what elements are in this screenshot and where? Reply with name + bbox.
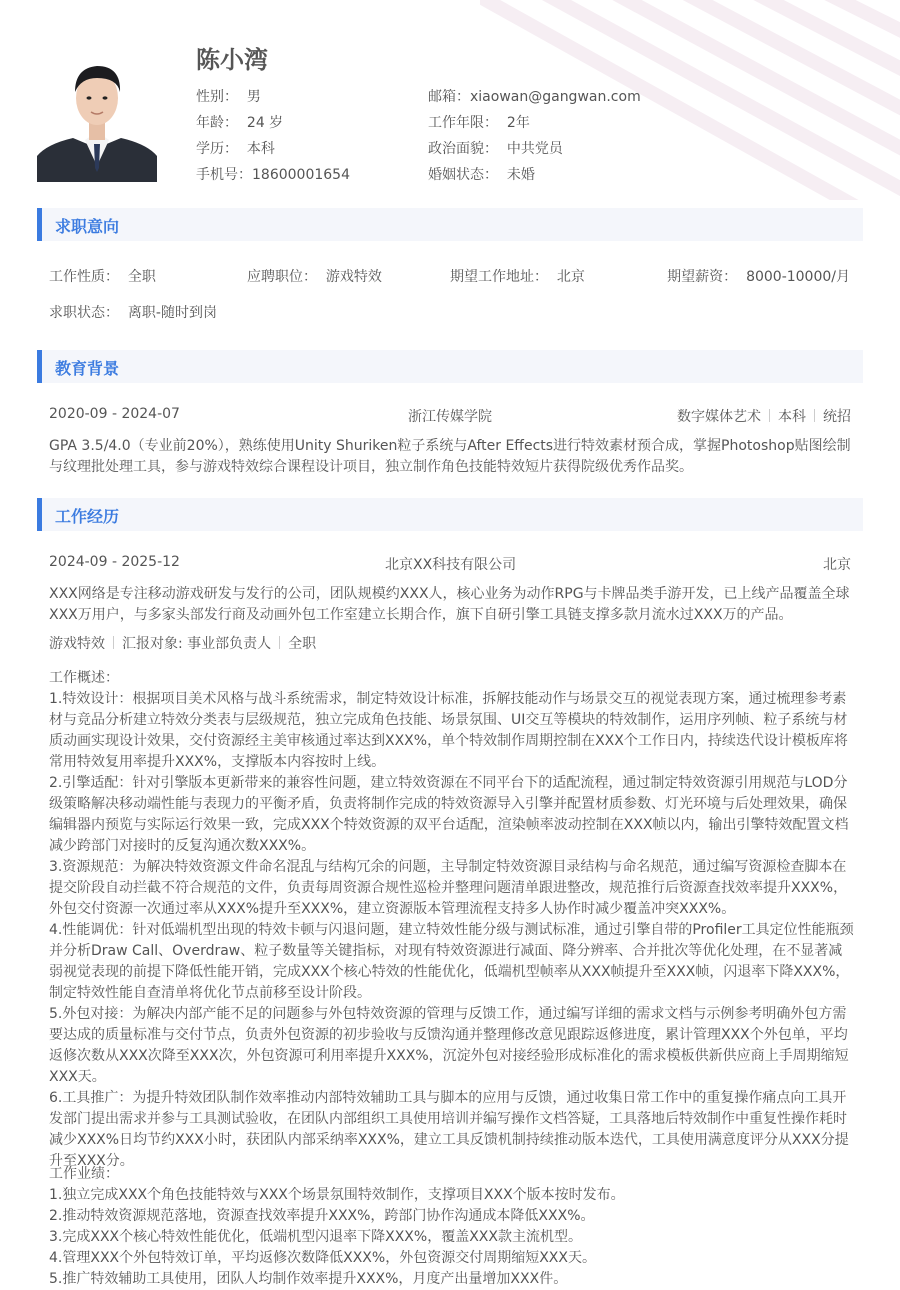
- work-type: 全职: [288, 636, 317, 652]
- work-role: 游戏特效: [49, 636, 105, 652]
- overview-item: 1.特效设计：根据项目美术风格与战斗系统需求，制定特效设计标准，拆解技能动作与场景交互的视觉表现方案，通过梳理参考素材与竞品分析建立特效分类表与层级规范，独立完成角色技能、场景氛围、UI交互等模块的特效制作，运用序列帧、粒子系统与材质动画实现设计效果，交付资源经主美审核通过率达到XXX%，单个特效制作周期控制在XXX个工作日内，持续迭代设计模板库将常用特效复用率提升XXX%，支撑版本内容按时上线。: [49, 691, 848, 770]
- divider: [279, 636, 280, 649]
- info-years: 工作年限： 2年: [428, 115, 530, 131]
- edu-school: 浙江传媒学院: [408, 409, 492, 425]
- result-item: 2.推动特效资源规范落地，资源查找效率提升XXX%，跨部门协作沟通成本降低XXX%。: [49, 1208, 595, 1224]
- work-tags: [49, 633, 316, 653]
- intent-nature: 工作性质： 全职: [49, 269, 156, 285]
- edu-degree: 本科: [778, 409, 806, 425]
- section-header-work: [37, 498, 863, 531]
- work-results: [49, 1164, 854, 1290]
- result-item: 1.独立完成XXX个角色技能特效与XXX个场景氛围特效制作，支撑项目XXX个版本按时发布。: [49, 1187, 625, 1203]
- overview-item: 5.外包对接：为解决内部产能不足的问题参与外包特效资源的管理与反馈工作，通过编写详细的需求文档与示例参考明确外包方需要达成的质量标准与交付节点，负责外包资源的初步验收与反馈沟通并整理修改意见跟踪返修进度，累计管理XXX个外包单，平均返修次数从XXX次降至XXX次，外包资源可利用率提升XXX%，沉淀外包对接经验形成标准化的需求模板供新供应商上手周期缩短XXX天。: [49, 1006, 849, 1085]
- work-company: 北京XX科技有限公司: [385, 557, 517, 573]
- intent-salary: 期望薪资： 8000-10000/月: [667, 269, 850, 285]
- intent-position: 应聘职位： 游戏特效: [247, 269, 382, 285]
- info-gender: 性别： 男: [196, 89, 261, 105]
- info-politics: 政治面貌： 中共党员: [428, 141, 563, 157]
- result-item: 5.推广特效辅助工具使用，团队人均制作效率提升XXX%，月度产出量增加XXX件。: [49, 1271, 568, 1287]
- divider: [113, 636, 114, 649]
- result-item: 3.完成XXX个核心特效性能优化，低端机型闪退率下降XXX%，覆盖XXX款主流机型。: [49, 1229, 582, 1245]
- intent-status: 求职状态： 离职-随时到岗: [49, 305, 217, 321]
- info-phone: 手机号：18600001654: [196, 167, 350, 183]
- work-city: 北京: [823, 557, 851, 573]
- edu-meta: [677, 406, 851, 426]
- section-title: 教育背景: [55, 359, 120, 378]
- divider: [814, 409, 815, 422]
- edu-description: GPA 3.5/4.0（专业前20%），熟练使用Unity Shuriken粒子系统与After Effects进行特效素材预合成，掌握Photoshop贴图绘制与纹理批处理工具，参与游戏特效综合课程设计项目，独立制作角色技能特效短片获得院级优秀作品奖。: [49, 438, 851, 475]
- divider: [769, 409, 770, 422]
- info-age: 年龄： 24 岁: [196, 115, 284, 131]
- overview-item: 2.引擎适配：针对引擎版本更新带来的兼容性问题，建立特效资源在不同平台下的适配流程，通过制定特效资源引用规范与LOD分级策略解决移动端性能与表现力的平衡矛盾，负责将制作完成的特效资源导入引擎并配置材质参数、灯光环境与后处理效果，确保编辑器内预览与实际运行效果一致，完成XXX个特效资源的双平台适配，渲染帧率波动控制在XXX帧以内，输出引擎特效配置文档减少跨部门对接时的反复沟通次数XXX%。: [49, 775, 849, 854]
- work-overview: [49, 668, 854, 1172]
- section-header-education: [37, 350, 863, 383]
- edu-type: 统招: [823, 409, 851, 425]
- overview-item: 4.性能调优：针对低端机型出现的特效卡顿与闪退问题，建立特效性能分级与测试标准，通过引擎自带的Profiler工具定位性能瓶颈并分析Draw Call、Overdraw、粒子数量等关键指标，对现有特效资源进行减面、降分辨率、合并批次等优化处理，在不显著减弱视觉表现的前提下降低性能开销，完成XXX个核心特效的性能优化，低端机型帧率从XXX帧提升至XXX帧，闪退率下降XXX%，制定特效性能自查清单将优化节点前移至设计阶段。: [49, 922, 854, 1001]
- info-education: 学历： 本科: [196, 141, 275, 157]
- section-header-intent: [37, 208, 863, 241]
- section-accent-bar: [37, 208, 42, 241]
- intent-location: 期望工作地址： 北京: [450, 269, 585, 285]
- company-description: XXX网络是专注移动游戏研发与发行的公司，团队规模约XXX人，核心业务为动作RPG与卡牌品类手游开发，已上线产品覆盖全球XXX万用户，与多家头部发行商及动画外包工作室建立长期合作，旗下自研引擎工具链支撑多款月流水过XXX万的产品。: [49, 586, 850, 623]
- results-title: 工作业绩：: [49, 1166, 119, 1182]
- section-accent-bar: [37, 350, 42, 383]
- overview-title: 工作概述：: [49, 670, 119, 686]
- info-marital: 婚姻状态： 未婚: [428, 167, 535, 183]
- overview-item: 3.资源规范：为解决特效资源文件命名混乱与结构冗余的问题，主导制定特效资源目录结构与命名规范，通过编写资源检查脚本在提交阶段自动拦截不符合规范的文件，负责每周资源合规性巡检并整理问题清单跟进整改，规范推行后资源查找效率提升XXX%，外包交付资源一次通过率从XXX%提升至XXX%，建立资源版本管理流程支持多人协作时减少覆盖冲突XXX%。: [49, 859, 848, 917]
- section-accent-bar: [37, 498, 42, 531]
- work-period: 2024-09 - 2025-12: [49, 554, 180, 570]
- info-email: 邮箱：xiaowan@gangwan.com: [428, 89, 641, 105]
- avatar: [37, 48, 157, 182]
- overview-item: 6.工具推广：为提升特效团队制作效率推动内部特效辅助工具与脚本的应用与反馈，通过收集日常工作中的重复操作痛点向工具开发部门提出需求并参与工具测试验收，在团队内部组织工具使用培训并编写操作文档答疑，工具落地后特效制作中重复性操作耗时减少XXX%日均节约XXX小时，获团队内部采纳率XXX%，建立工具反馈机制持续推动版本迭代，工具使用满意度评分从XXX分提升至XXX分。: [49, 1090, 849, 1169]
- edu-period: 2020-09 - 2024-07: [49, 406, 180, 422]
- candidate-name: 陈小湾: [196, 46, 268, 74]
- edu-major: 数字媒体艺术: [677, 409, 761, 425]
- result-item: 4.管理XXX个外包特效订单，平均返修次数降低XXX%，外包资源交付周期缩短XXX天。: [49, 1250, 596, 1266]
- section-title: 工作经历: [55, 507, 120, 526]
- section-title: 求职意向: [55, 217, 120, 236]
- work-report: 汇报对象: 事业部负责人: [122, 636, 272, 652]
